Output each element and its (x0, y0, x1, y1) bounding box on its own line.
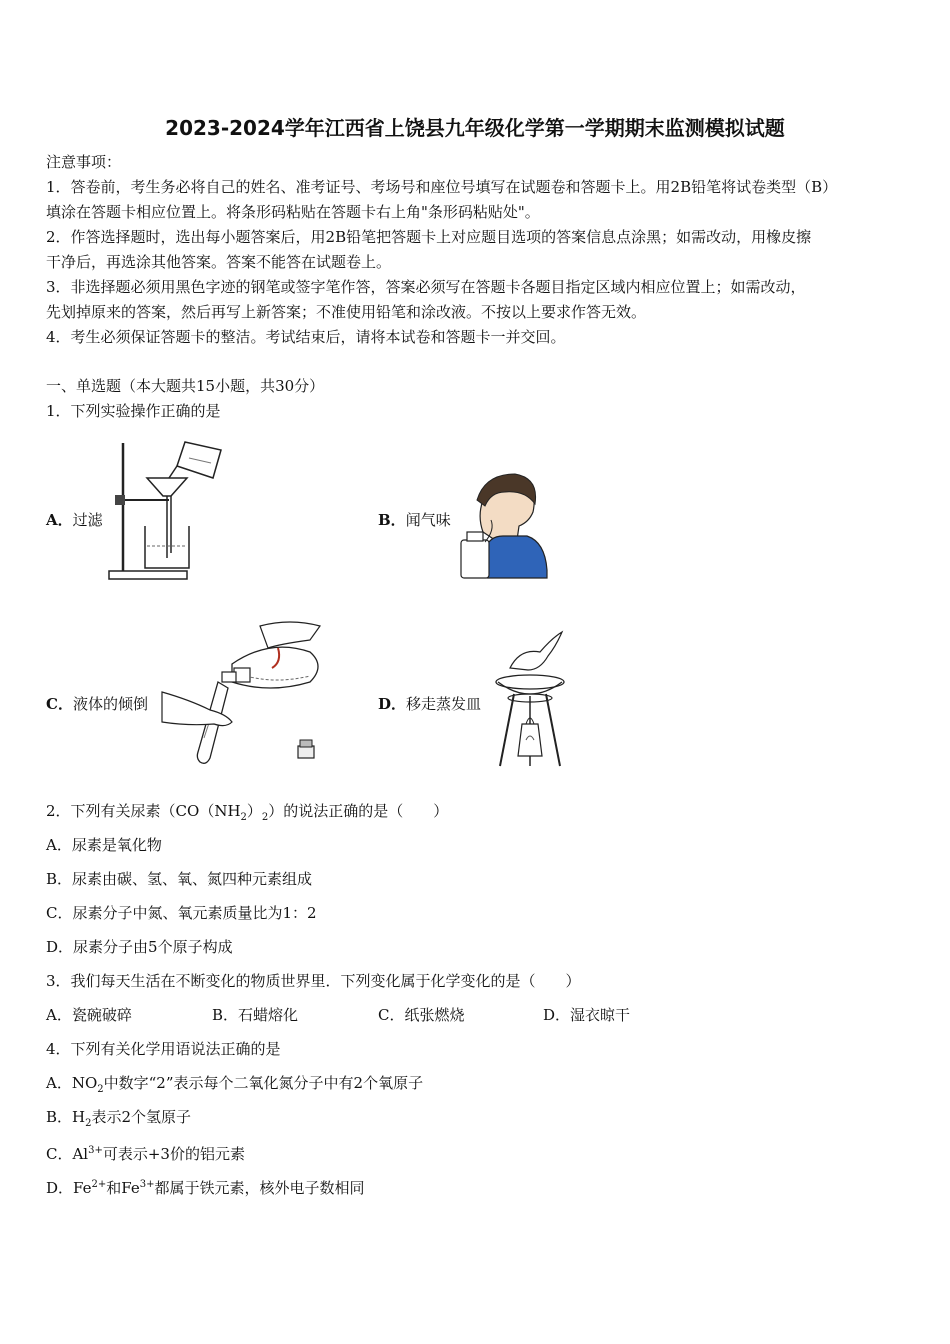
q1-option-a[interactable] (46, 509, 103, 530)
option-text: 中数字“2”表示每个二氧化氮分子中有2个氧原子 (103, 1074, 424, 1092)
page-title: 2023-2024学年江西省上饶县九年级化学第一学期期末监测模拟试题 (165, 116, 785, 140)
stem-text: ） (246, 802, 262, 820)
subscript: 2 (97, 1084, 104, 1095)
option-letter: B． (378, 511, 406, 529)
question-2-stem (46, 801, 448, 828)
option-letter: A． (46, 511, 73, 529)
subscript: 2 (85, 1118, 92, 1129)
question-4-stem: 4．下列有关化学用语说法正确的是 (46, 1040, 281, 1058)
option-text: 闻气味 (405, 511, 451, 529)
option-text: C．Al (46, 1145, 89, 1163)
notice-line: 填涂在答题卡相应位置上。将条形码粘贴在答题卡右上角"条形码粘贴处"。 (46, 203, 540, 221)
notice-line: 4．考生必须保证答题卡的整洁。考试结束后，请将本试卷和答题卡一并交回。 (46, 328, 566, 346)
option-text: 可表示+3价的铝元素 (102, 1145, 245, 1163)
q4-option-a[interactable] (46, 1073, 423, 1100)
notice-line: 2．作答选择题时，选出每小题答案后，用2B铅笔把答题卡上对应题目选项的答案信息点涂黑；如需改动，用橡皮擦 (46, 228, 812, 246)
superscript: 3+ (88, 1145, 103, 1156)
option-text: A．NO (46, 1074, 98, 1092)
filtration-apparatus-icon (105, 438, 230, 583)
option-text: B．H (46, 1108, 86, 1126)
option-text: 表示2个氢原子 (91, 1108, 192, 1126)
q1-option-d[interactable] (378, 693, 481, 714)
option-text: 过滤 (72, 511, 103, 529)
subscript: 2 (261, 812, 269, 823)
q1-option-c[interactable] (46, 693, 148, 714)
notice-line: 干净后，再选涂其他答案。答案不能答在试题卷上。 (46, 253, 392, 271)
q4-option-b[interactable] (46, 1107, 191, 1134)
notice-heading: 注意事项： (46, 153, 122, 171)
option-text: D．Fe (46, 1179, 92, 1197)
stem-text: 2．下列有关尿素（CO（NH (46, 802, 241, 820)
stem-text: ）的说法正确的是（ ） (268, 802, 449, 820)
smelling-gas-icon (455, 470, 550, 582)
option-text: 都属于铁元素，核外电子数相同 (154, 1179, 365, 1197)
notice-line: 先划掉原来的答案，然后再写上新答案；不准使用铅笔和涂改液。不按以上要求作答无效。 (46, 303, 647, 321)
superscript: 3+ (139, 1179, 155, 1190)
subscript: 2 (240, 812, 247, 823)
q2-option-d[interactable]: D．尿素分子由5个原子构成 (46, 938, 233, 956)
pouring-liquid-icon (160, 618, 330, 768)
superscript: 2+ (91, 1179, 107, 1190)
notice-line: 3．非选择题必须用黑色字迹的钢笔或签字笔作答，答案必须写在答题卡各题目指定区域内相应位置上；如需改动， (46, 278, 806, 296)
option-text: 和Fe (106, 1179, 140, 1197)
q3-option-c[interactable]: C．纸张燃烧 (378, 1006, 465, 1024)
q2-option-a[interactable]: A．尿素是氧化物 (46, 836, 162, 854)
option-text: 移走蒸发皿 (406, 695, 482, 713)
question-3-stem: 3．我们每天生活在不断变化的物质世界里．下列变化属于化学变化的是（ ） (46, 972, 581, 990)
q4-option-c[interactable] (46, 1141, 245, 1164)
q4-option-d[interactable] (46, 1175, 364, 1198)
evaporating-dish-icon (490, 628, 570, 770)
notice-line: 1．答卷前，考生务必将自己的姓名、准考证号、考场号和座位号填写在试题卷和答题卡上。用2B铅笔将试卷类型（B） (46, 178, 838, 196)
q3-option-a[interactable]: A．瓷碗破碎 (46, 1006, 132, 1024)
q1-option-b[interactable] (378, 509, 451, 530)
option-text: 液体的倾倒 (72, 695, 148, 713)
question-1-stem: 1．下列实验操作正确的是 (46, 402, 221, 420)
section-heading: 一、单选题（本大题共15小题，共30分） (46, 377, 325, 395)
q3-option-b[interactable]: B．石蜡熔化 (212, 1006, 299, 1024)
q2-option-c[interactable]: C．尿素分子中氮、氧元素质量比为1：2 (46, 904, 317, 922)
q3-option-d[interactable]: D．湿衣晾干 (543, 1006, 631, 1024)
option-letter: C． (46, 695, 73, 713)
option-letter: D． (378, 695, 407, 713)
q2-option-b[interactable]: B．尿素由碳、氢、氧、氮四种元素组成 (46, 870, 313, 888)
